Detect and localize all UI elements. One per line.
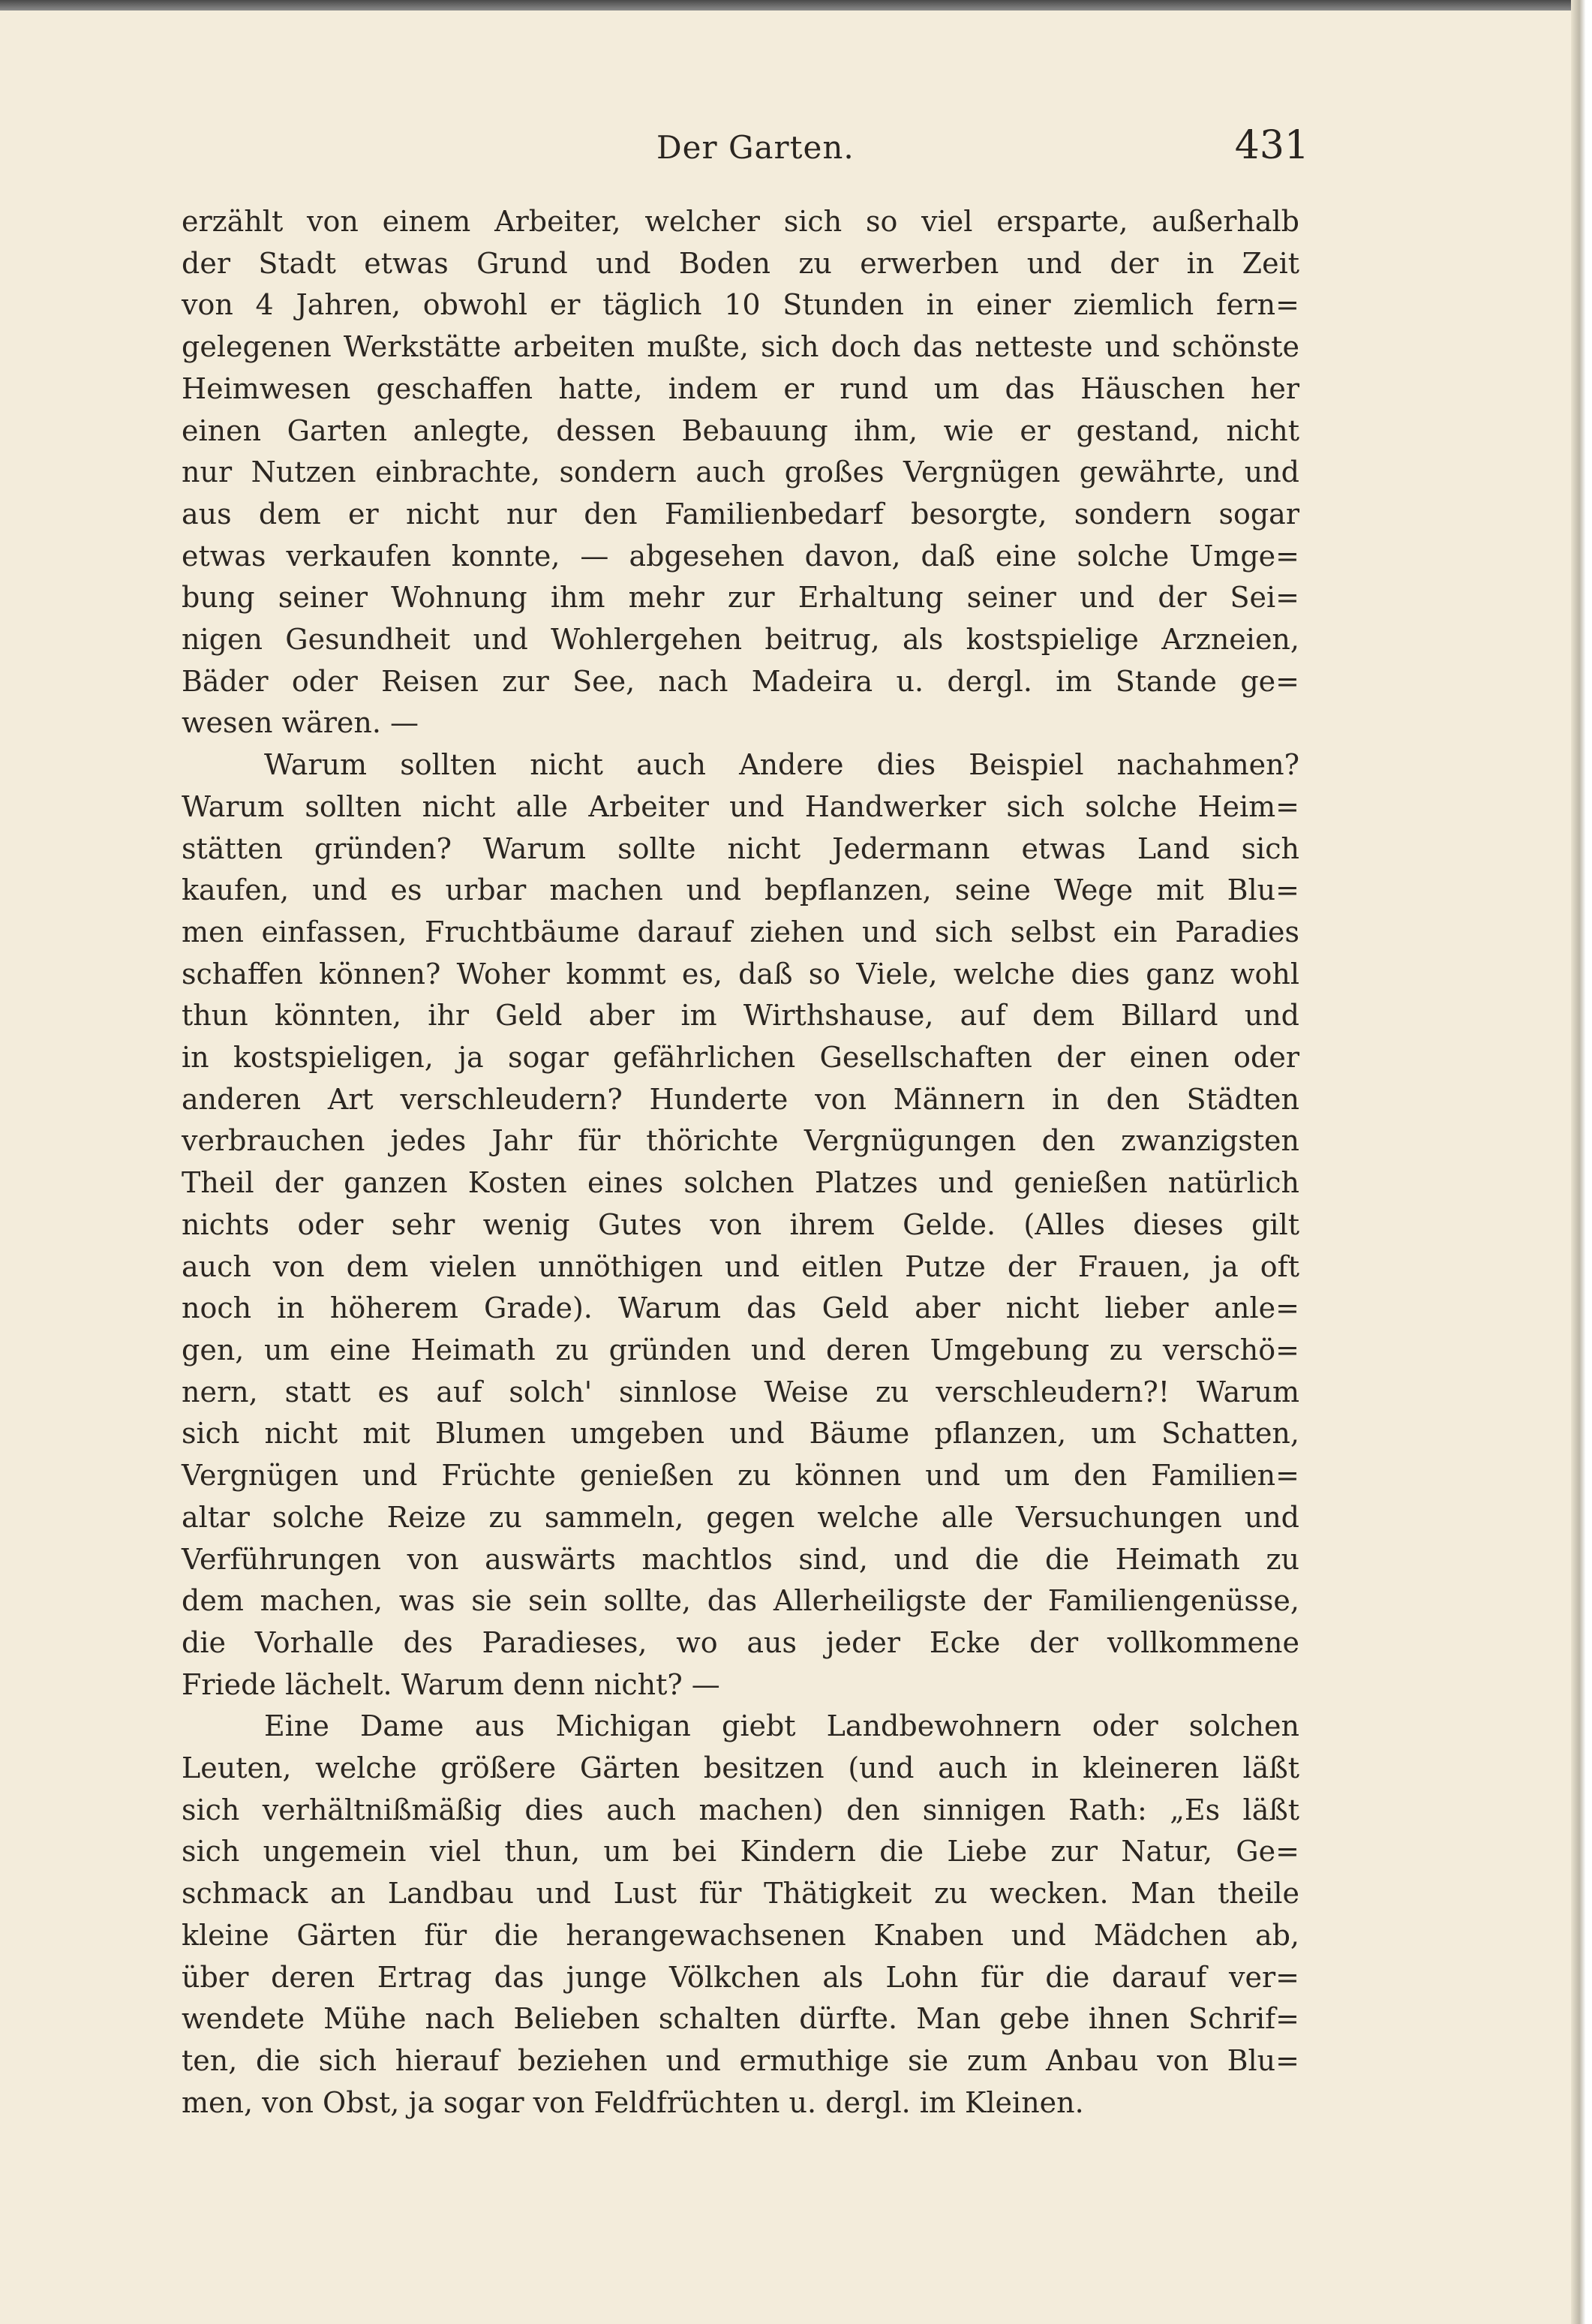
text-line: noch in höherem Grade). Warum das Geld aber nicht lieber anle= — [182, 1291, 1299, 1325]
text-line: thun könnten, ihr Geld aber im Wirthshause, auf dem Billard und — [182, 999, 1299, 1033]
text-line: der Stadt etwas Grund und Boden zu erwerben und der in Zeit — [182, 246, 1299, 280]
text-line: sich ungemein viel thun, um bei Kindern die Liebe zur Natur, Ge= — [182, 1835, 1299, 1869]
text-line: gelegenen Werkstätte arbeiten mußte, sich doch das netteste und schönste — [182, 330, 1299, 364]
text-line: Bäder oder Reisen zur See, nach Madeira u. dergl. im Stande ge= — [182, 664, 1299, 698]
text-line: von 4 Jahren, obwohl er täglich 10 Stunden in einer ziemlich fern= — [182, 288, 1299, 322]
text-line: Vergnügen und Früchte genießen zu können und um den Familien= — [182, 1459, 1299, 1493]
text-line: wendete Mühe nach Belieben schalten dürfte. Man gebe ihnen Schrif= — [182, 2002, 1299, 2036]
text-line: Eine Dame aus Michigan giebt Landbewohnern oder solchen — [264, 1709, 1299, 1743]
text-line: sich verhältnißmäßig dies auch machen) den sinnigen Rath: „Es läßt — [182, 1793, 1299, 1826]
text-line: ten, die sich hierauf beziehen und ermuthige sie zum Anbau von Blu= — [182, 2043, 1299, 2077]
text-line: Warum sollten nicht auch Andere dies Beispiel nachahmen? — [264, 748, 1299, 782]
text-line: etwas verkaufen konnte, — abgesehen davon, daß eine solche Umge= — [182, 539, 1299, 573]
paragraph — [182, 1706, 1299, 2124]
body-text — [182, 201, 1299, 2124]
paragraph — [182, 201, 1299, 744]
text-line: die Vorhalle des Paradieses, wo aus jeder Ecke der vollkommene — [182, 1625, 1299, 1659]
text-line: Heimwesen geschaffen hatte, indem er rund um das Häuschen her — [182, 371, 1299, 405]
text-line: Verführungen von auswärts machtlos sind, und die die Heimath zu — [182, 1542, 1299, 1576]
text-line: aus dem er nicht nur den Familienbedarf besorgte, sondern sogar — [182, 497, 1299, 531]
text-line: erzählt von einem Arbeiter, welcher sich so viel ersparte, außerhalb — [182, 205, 1299, 238]
text-line: stätten gründen? Warum sollte nicht Jedermann etwas Land sich — [182, 831, 1299, 865]
text-line: men, von Obst, ja sogar von Feldfrüchten u. dergl. im Kleinen. — [182, 2085, 1084, 2119]
text-line: nigen Gesundheit und Wohlergehen beitrug, als kostspielige Arzneien, — [182, 623, 1299, 657]
text-line: schmack an Landbau und Lust für Thätigkeit zu wecken. Man theile — [182, 1877, 1299, 1911]
paragraph — [182, 744, 1299, 1706]
text-line: wesen wären. — — [182, 706, 419, 740]
text-line: nur Nutzen einbrachte, sondern auch großes Vergnügen gewährte, und — [182, 455, 1299, 489]
text-line: dem machen, was sie sein sollte, das Allerheiligste der Familiengenüsse, — [182, 1584, 1299, 1618]
text-line: Friede lächelt. Warum denn nicht? — — [182, 1667, 720, 1701]
text-line: altar solche Reize zu sammeln, gegen welche alle Versuchungen und — [182, 1500, 1299, 1534]
text-line: verbrauchen jedes Jahr für thörichte Vergnügungen den zwanzigsten — [182, 1124, 1299, 1158]
text-line: über deren Ertrag das junge Völkchen als Lohn für die darauf ver= — [182, 1960, 1299, 1994]
text-line: sich nicht mit Blumen umgeben und Bäume pflanzen, um Schatten, — [182, 1417, 1299, 1451]
text-line: gen, um eine Heimath zu gründen und deren Umgebung zu verschö= — [182, 1333, 1299, 1366]
page-header — [176, 120, 1309, 180]
running-title: Der Garten. — [656, 129, 855, 166]
text-line: Leuten, welche größere Gärten besitzen (und auch in kleineren läßt — [182, 1751, 1299, 1785]
page-number: 431 — [1234, 123, 1309, 168]
text-line: anderen Art verschleudern? Hunderte von Männern in den Städten — [182, 1082, 1299, 1116]
page-edge — [1571, 0, 1592, 2324]
text-line: schaffen können? Woher kommt es, daß so Viele, welche dies ganz wohl — [182, 957, 1299, 991]
text-line: men einfassen, Fruchtbäume darauf ziehen und sich selbst ein Paradies — [182, 915, 1299, 949]
text-line: einen Garten anlegte, dessen Bebauung ihm, wie er gestand, nicht — [182, 413, 1299, 447]
text-line: in kostspieligen, ja sogar gefährlichen Gesellschaften der einen oder — [182, 1041, 1299, 1075]
text-line: Theil der ganzen Kosten eines solchen Platzes und genießen natürlich — [182, 1166, 1299, 1200]
text-line: auch von dem vielen unnöthigen und eitlen Putze der Frauen, ja oft — [182, 1249, 1299, 1283]
text-line: Warum sollten nicht alle Arbeiter und Handwerker sich solche Heim= — [182, 789, 1299, 823]
text-line: nern, statt es auf solch' sinnlose Weise zu verschleudern?! Warum — [182, 1375, 1299, 1409]
text-line: bung seiner Wohnung ihm mehr zur Erhaltung seiner und der Sei= — [182, 581, 1299, 615]
text-line: kaufen, und es urbar machen und bepflanzen, seine Wege mit Blu= — [182, 873, 1299, 907]
text-line: nichts oder sehr wenig Gutes von ihrem Gelde. (Alles dieses gilt — [182, 1207, 1299, 1241]
text-line: kleine Gärten für die herangewachsenen Knaben und Mädchen ab, — [182, 1918, 1299, 1952]
